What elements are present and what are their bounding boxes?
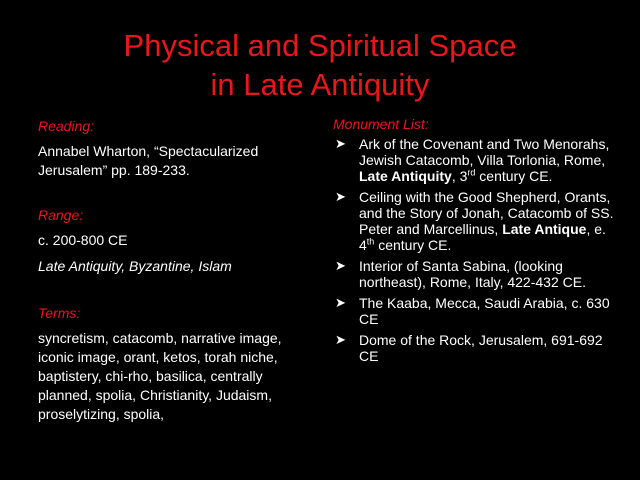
terms-text: syncretism, catacomb, narrative image, iconic image, orant, ketos, torah niche, baptistery, chi-rho, basilica, centrally planned, spolia, Christianity, Judaism, proselytizing, spolia, bbox=[38, 330, 282, 422]
title-line-1: Physical and Spiritual Space bbox=[123, 28, 517, 63]
monument-item-text: Ceiling with the Good Shepherd, Orants, and the Story of Jonah, Catacomb of SS. Peter and Marcellinus, Late Antique, e. 4th century CE. bbox=[359, 189, 614, 253]
title-line-2: in Late Antiquity bbox=[210, 67, 430, 102]
range-dates: c. 200-800 CE bbox=[38, 232, 128, 248]
arrowhead-bullet-icon: ➤ bbox=[335, 295, 346, 310]
range-label: Range: bbox=[38, 207, 84, 223]
arrowhead-bullet-icon: ➤ bbox=[335, 258, 346, 273]
monument-item bbox=[333, 189, 623, 253]
left-column bbox=[38, 117, 306, 424]
monument-list-label: Monument List: bbox=[333, 116, 429, 132]
arrowhead-bullet-icon: ➤ bbox=[335, 136, 346, 151]
monument-item bbox=[333, 295, 623, 327]
monument-item-text: The Kaaba, Mecca, Saudi Arabia, c. 630 CE bbox=[359, 295, 610, 327]
range-periods: Late Antiquity, Byzantine, Islam bbox=[38, 258, 232, 274]
right-column bbox=[333, 115, 623, 369]
slide-title bbox=[0, 26, 640, 104]
monument-item-text: Ark of the Covenant and Two Menorahs, Jewish Catacomb, Villa Torlonia, Rome, Late Antiquity, 3rd century CE. bbox=[359, 136, 610, 184]
reading-text: Annabel Wharton, “Spectacularized Jerusalem” pp. 189-233. bbox=[38, 143, 259, 178]
monument-item bbox=[333, 332, 623, 364]
monument-item-text: Interior of Santa Sabina, (looking northeast), Rome, Italy, 422-432 CE. bbox=[359, 258, 586, 290]
monument-item bbox=[333, 136, 623, 184]
monument-item bbox=[333, 258, 623, 290]
terms-label: Terms: bbox=[38, 305, 81, 321]
arrowhead-bullet-icon: ➤ bbox=[335, 189, 346, 204]
monument-list bbox=[333, 136, 623, 364]
reading-label: Reading: bbox=[38, 118, 95, 134]
arrowhead-bullet-icon: ➤ bbox=[335, 332, 346, 347]
monument-item-text: Dome of the Rock, Jerusalem, 691-692 CE bbox=[359, 332, 603, 364]
